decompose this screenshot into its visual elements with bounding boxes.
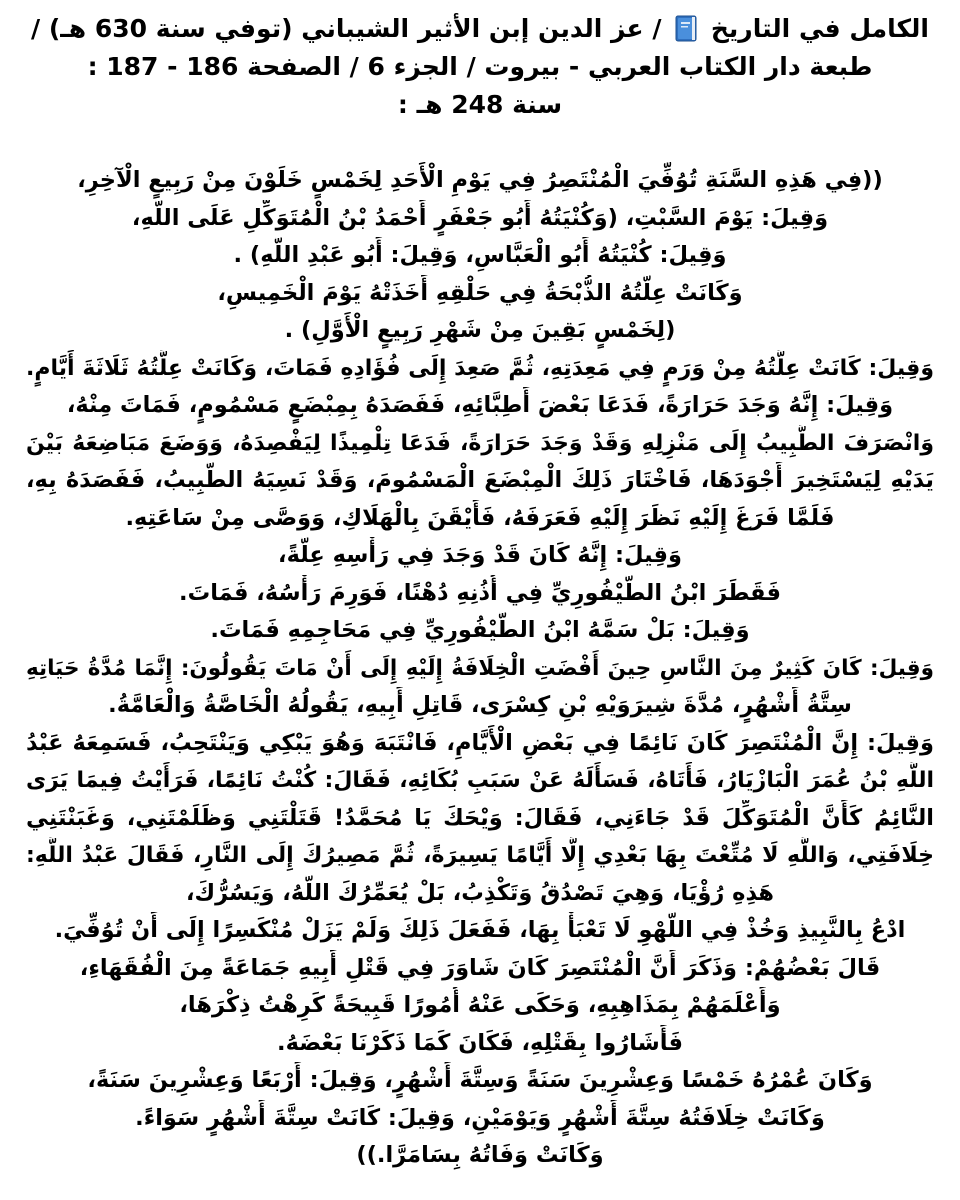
book-title: الكامل في التاريخ bbox=[710, 14, 929, 43]
text-line: ادْعُ بِالنَّبِيذِ وَخُذْ فِي اللَّهْوِ لَا تَعْبَأْ بِهَا، فَفَعَلَ ذَلِكَ وَلَمْ يَزَلْ مُنْكَسِرًا إِلَى أَنْ تُوُفِّيَ. bbox=[54, 917, 906, 943]
text-line: فَأَشَارُوا بِقَتْلِهِ، فَكَانَ كَمَا ذَكَرْنَا بَعْضَهُ. bbox=[277, 1029, 683, 1056]
header-line-2: طبعة دار الكتاب العربي - بيروت / الجزء 6 / الصفحة 186 - 187 : bbox=[87, 52, 873, 81]
text-line: قَالَ بَعْضُهُمْ: وَذَكَرَ أَنَّ الْمُنْتَصِرَ كَانَ شَاوَرَ فِي قَتْلِ أَبِيهِ جَمَاعَةً مِنَ الْفُقَهَاءِ، bbox=[79, 954, 881, 981]
quoted-text bbox=[26, 162, 934, 1175]
text-line: وَقِيلَ: كَانَتْ عِلَّتُهُ مِنْ وَرَمٍ فِي مَعِدَتِهِ، ثُمَّ صَعِدَ إِلَى فُؤَادِهِ فَمَاتَ، وَكَانَتْ عِلَّتُهُ ثَلَاثَةَ أَيَّامٍ. bbox=[26, 355, 934, 381]
text-line: خِلَافَتِي، وَاللَّهِ لَا مُتِّعْتَ بِهَا بَعْدِي إِلَّا أَيَّامًا يَسِيرَةً، ثُمَّ مَصِيرُكَ إِلَى النَّارِ، فَقَالَ عَبْدُ اللَّهِ: bbox=[26, 843, 934, 868]
text-line: وَقِيلَ: إِنَّهُ كَانَ قَدْ وَجَدَ فِي رَأْسِهِ عِلَّةً، bbox=[278, 542, 682, 568]
text-line: وَقِيلَ: كَانَ كَثِيرٌ مِنَ النَّاسِ حِينَ أَفْضَتِ الْخِلَافَةُ إِلَيْهِ إِلَى أَنْ مَاتَ يَقُولُونَ: إِنَّمَا مُدَّةُ حَيَاتِهِ bbox=[26, 655, 934, 681]
source-header bbox=[26, 10, 934, 124]
text-line: النَّائِمُ كَأَنَّ الْمُتَوَكِّلَ قَدْ جَاءَنِي، فَقَالَ: وَيْحَكَ يَا مُحَمَّدُ! قَتَلْتَنِي وَظَلَمْتَنِي، وَغَبَنْتَنِي bbox=[26, 804, 934, 831]
text-line: (لِخَمْسٍ بَقِينَ مِنْ شَهْرِ رَبِيعٍ الْأَوَّلِ) . bbox=[284, 317, 676, 343]
text-line: سِتَّةُ أَشْهُرٍ، مُدَّةَ شِيرَوَيْهِ بْنِ كِسْرَى، قَاتِلِ أَبِيهِ، يَقُولُهُ الْخَاصَّةُ وَالْعَامَّةُ. bbox=[108, 692, 852, 718]
text-line: وَقِيلَ: إِنَّ الْمُنْتَصِرَ كَانَ نَائِمًا فِي بَعْضِ الْأَيَّامِ، فَانْتَبَهَ وَهُوَ يَبْكِي وَيَنْتَحِبُ، فَسَمِعَهُ عَبْدُ bbox=[26, 729, 934, 756]
text-line: هَذِهِ رُؤْيَا، وَهِيَ تَصْدُقُ وَتَكْذِبُ، بَلْ يُعَمِّرُكَ اللَّهُ، وَيَسُرُّكَ، bbox=[185, 879, 775, 906]
text-line: وَكَانَ عُمْرُهُ خَمْسًا وَعِشْرِينَ سَنَةً وَسِتَّةَ أَشْهُرٍ، وَقِيلَ: أَرْبَعًا وَعِشْرِينَ سَنَةً، bbox=[87, 1067, 873, 1093]
header-line-3: سنة 248 هـ : bbox=[397, 90, 563, 119]
text-line: اللَّهِ بْنُ عُمَرَ الْبَازْيَارُ، فَأَتَاهُ، فَسَأَلَهُ عَنْ سَبَبِ بُكَائِهِ، فَقَالَ: كُنْتُ نَائِمًا، فَرَأَيْتُ فِيمَا يَرَى bbox=[26, 768, 934, 793]
header-line-1 bbox=[26, 10, 934, 48]
text-line: يَدَيْهِ لِيَسْتَخِيرَ أَجْوَدَهَا، فَاخْتَارَ ذَلِكَ الْمِبْضَعَ الْمَسْمُومَ، وَقَدْ نَسِيَهُ الطَّبِيبُ، فَفَصَدَهُ بِهِ، bbox=[26, 467, 934, 493]
header-author-info: / عز الدين إبن الأثير الشيباني (توفي سنة 630 هـ) / bbox=[31, 14, 662, 43]
text-line: وَانْصَرَفَ الطَّبِيبُ إِلَى مَنْزِلِهِ وَقَدْ وَجَدَ حَرَارَةً، فَدَعَا تِلْمِيذًا لِيَفْصِدَهُ، وَوَضَعَ مَبَاضِعَهُ بَيْنَ bbox=[26, 430, 934, 456]
text-line: فَلَمَّا فَرَغَ إِلَيْهِ نَظَرَ إِلَيْهِ فَعَرَفَهُ، فَأَيْقَنَ بِالْهَلَاكِ، وَوَصَّى مِنْ سَاعَتِهِ. bbox=[125, 504, 835, 531]
text-line: وَقِيلَ: يَوْمَ السَّبْتِ، (وَكُنْيَتُهُ أَبُو جَعْفَرٍ أَحْمَدُ بْنُ الْمُتَوَكِّلِ عَلَى اللَّهِ، bbox=[131, 204, 829, 231]
text-line: وَكَانَتْ خِلَافَتُهُ سِتَّةَ أَشْهُرٍ وَيَوْمَيْنِ، وَقِيلَ: كَانَتْ سِتَّةَ أَشْهُرٍ سَوَاءً. bbox=[135, 1104, 825, 1131]
text-line: وَكَانَتْ وَفَاتُهُ بِسَامَرَّا.)) bbox=[356, 1142, 604, 1168]
text-line: ((فِي هَذِهِ السَّنَةِ تُوُفِّيَ الْمُنْتَصِرُ فِي يَوْمِ الْأَحَدِ لِخَمْسٍ خَلَوْنَ مِنْ رَبِيعٍ الْآخِرِ، bbox=[77, 167, 883, 193]
blue-book-icon bbox=[675, 15, 697, 42]
text-line: فَقَطَرَ ابْنُ الطَّيْفُورِيِّ فِي أُذُنِهِ دُهْنًا، فَوَرِمَ رَأْسُهُ، فَمَاتَ. bbox=[179, 579, 781, 606]
text-line: وَكَانَتْ عِلَّتُهُ الذُّبْحَةُ فِي حَلْقِهِ أَخَذَتْهُ يَوْمَ الْخَمِيسِ، bbox=[217, 279, 743, 306]
text-line: وَقِيلَ: إِنَّهُ وَجَدَ حَرَارَةً، فَدَعَا بَعْضَ أَطِبَّائِهِ، فَفَصَدَهُ بِمِبْضَعٍ مَسْمُومٍ، فَمَاتَ مِنْهُ، bbox=[66, 392, 894, 418]
text-line: وَقِيلَ: بَلْ سَمَّهُ ابْنُ الطَّيْفُورِيِّ فِي مَحَاجِمِهِ فَمَاتَ. bbox=[210, 617, 750, 643]
text-line: وَأَعْلَمَهُمْ بِمَذَاهِبِهِ، وَحَكَى عَنْهُ أُمُورًا قَبِيحَةً كَرِهْتُ ذِكْرَهَا، bbox=[179, 992, 781, 1018]
text-line: وَقِيلَ: كُنْيَتُهُ أَبُو الْعَبَّاسِ، وَقِيلَ: أَبُو عَبْدِ اللَّهِ) . bbox=[233, 242, 727, 268]
